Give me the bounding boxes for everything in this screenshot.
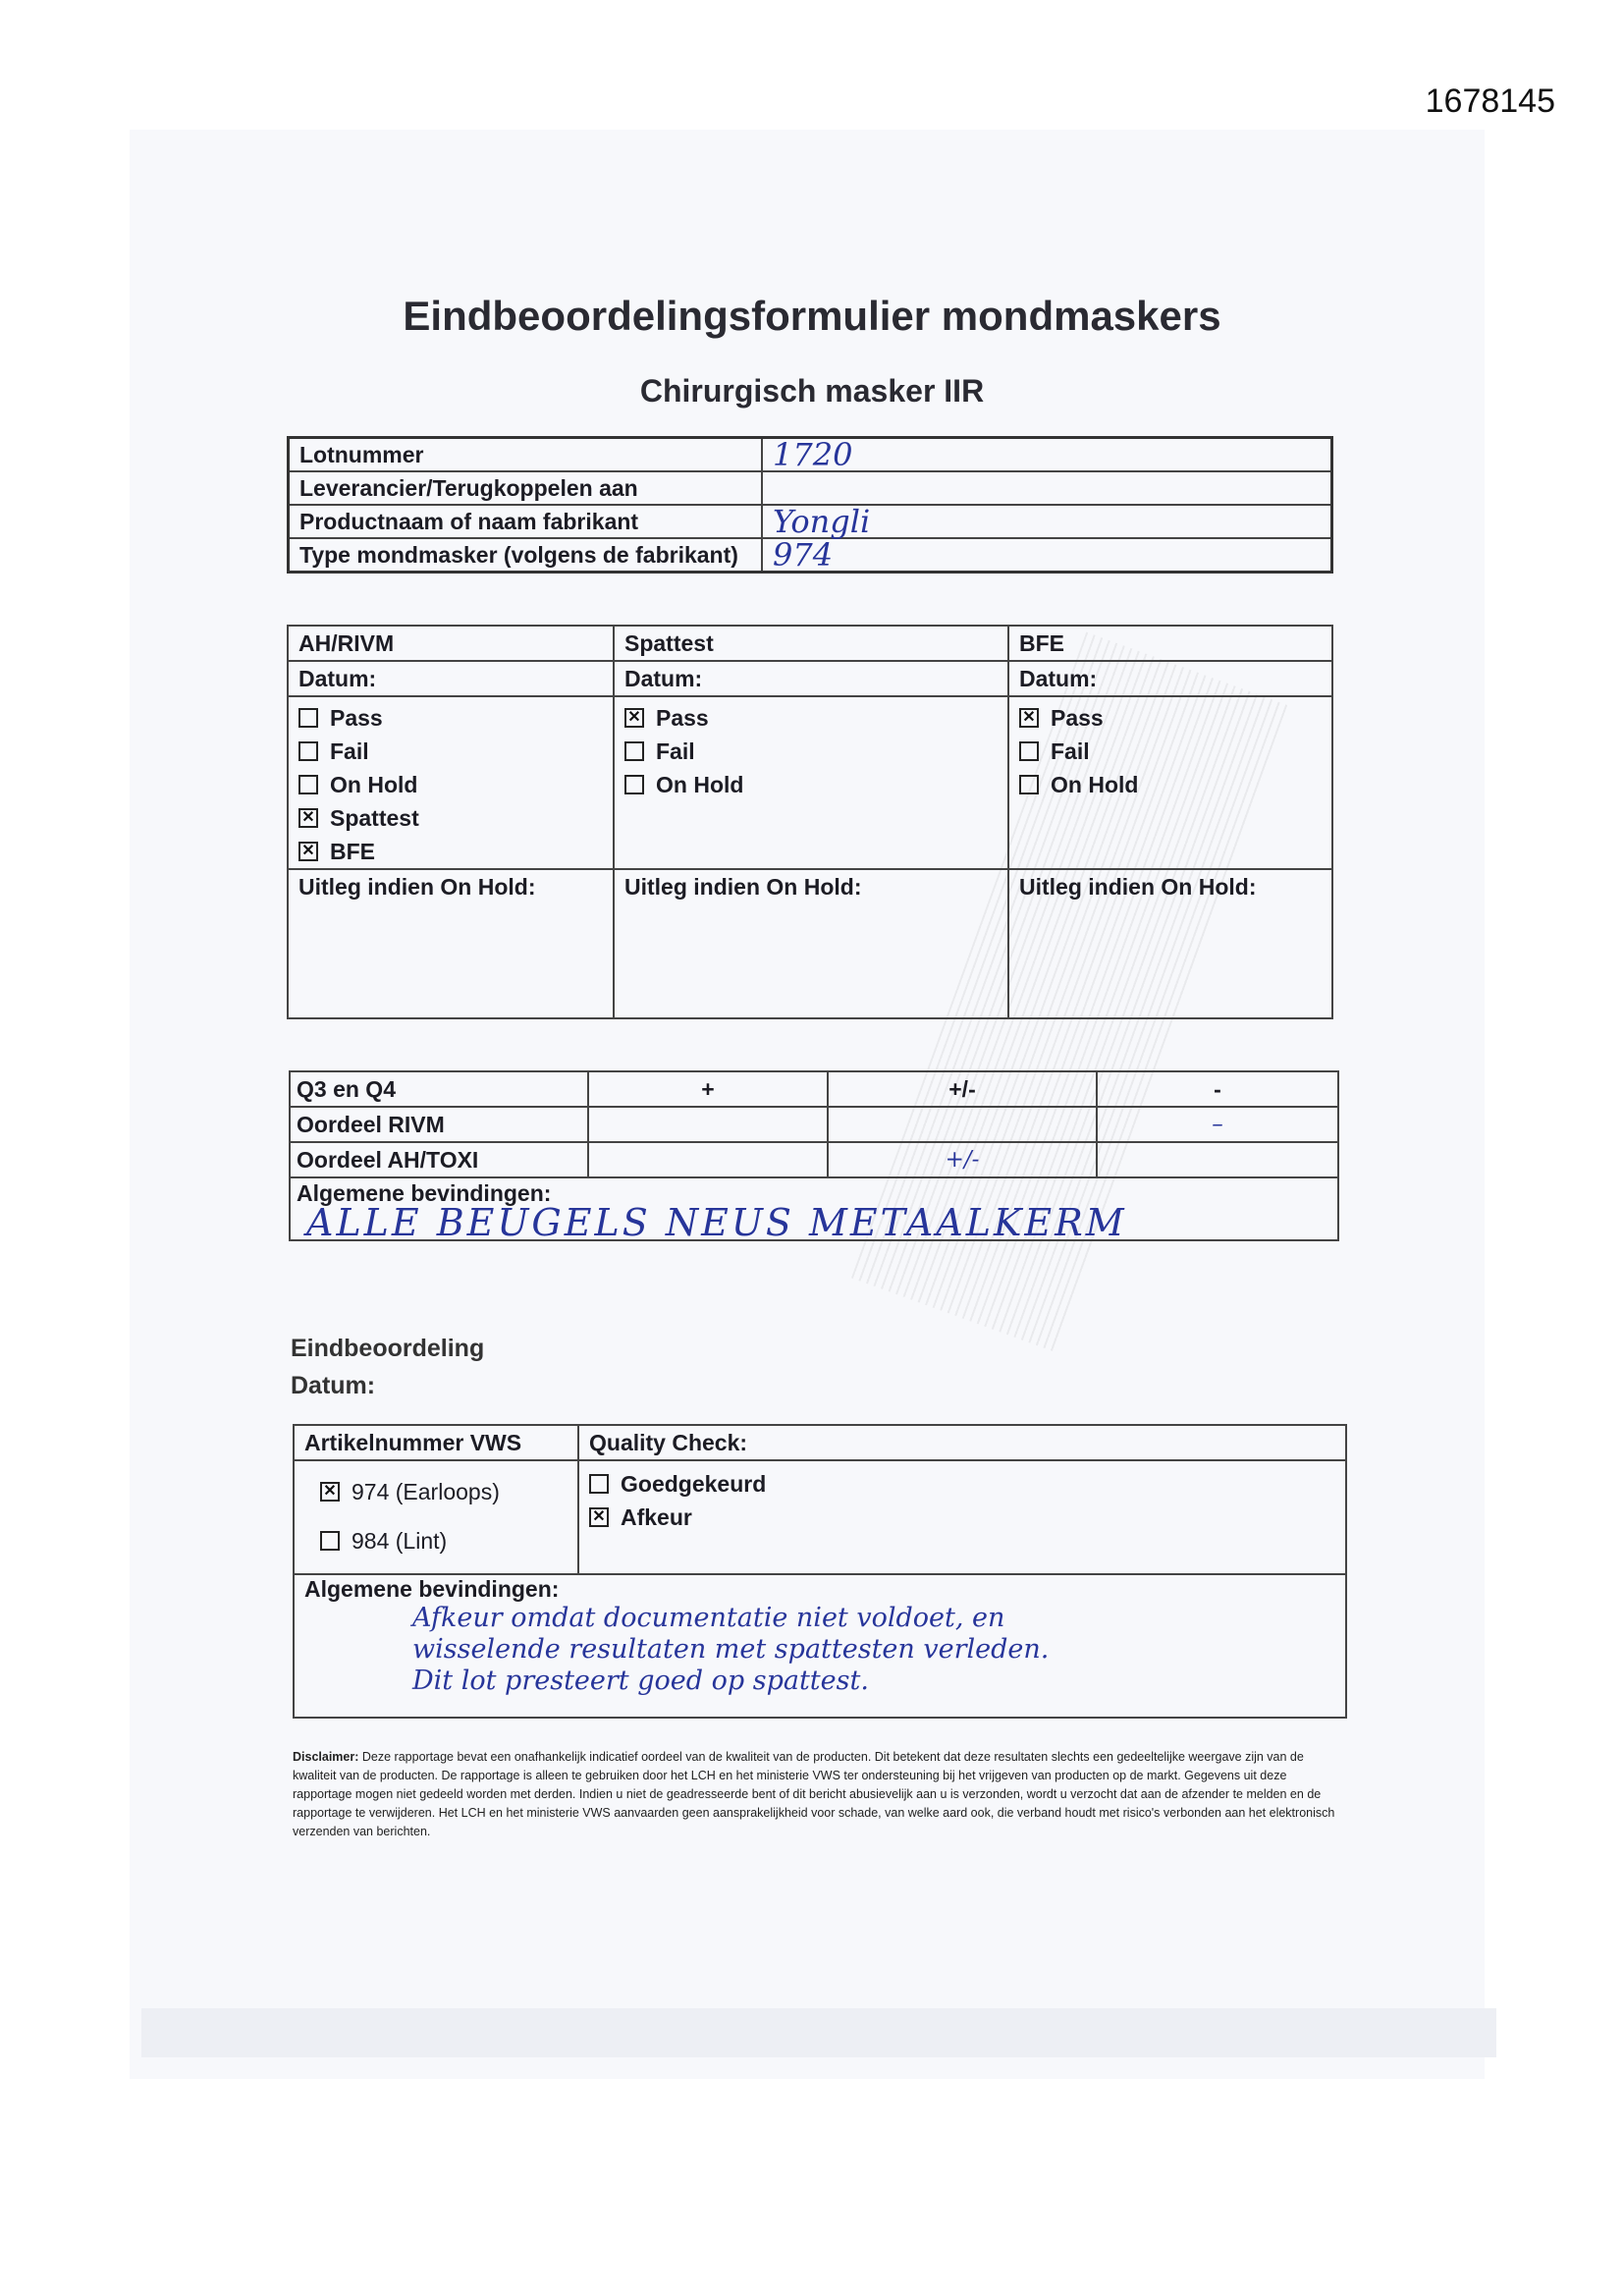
checkbox[interactable]	[624, 775, 644, 794]
option-pass[interactable]: ✕ Pass	[624, 701, 998, 735]
rivm-plus[interactable]	[588, 1107, 828, 1142]
option-spattest[interactable]: ✕ Spattest	[298, 801, 603, 835]
checkbox[interactable]	[589, 1507, 609, 1527]
date-label: Datum:	[1008, 661, 1332, 696]
options-ahrivm	[288, 696, 614, 869]
checkbox[interactable]	[298, 775, 318, 794]
q-header-plusminus: +/-	[828, 1071, 1097, 1107]
row-label-ahtoxi: Oordeel AH/TOXI	[290, 1142, 588, 1177]
quality-options	[578, 1460, 1346, 1574]
final-heading: Eindbeoordeling	[291, 1335, 485, 1362]
column-header-ahrivm: AH/RIVM	[288, 626, 614, 661]
findings-label: Algemene bevindingen:	[304, 1576, 560, 1602]
document-id: 1678145	[1425, 82, 1555, 120]
article-quality-table	[293, 1424, 1347, 1719]
findings-line: wisselende resultaten met spattesten verleden.	[412, 1634, 1050, 1665]
ahtoxi-plusminus[interactable]: +/-	[828, 1142, 1097, 1177]
rivm-minus[interactable]: –	[1097, 1107, 1338, 1142]
on-hold-note-bfe[interactable]: Uitleg indien On Hold:	[1008, 869, 1332, 1018]
checkbox[interactable]	[298, 708, 318, 728]
scan-edge	[141, 2008, 1496, 2057]
column-header-bfe: BFE	[1008, 626, 1332, 661]
info-row-leverancier	[289, 471, 1332, 505]
checkbox[interactable]	[624, 741, 644, 761]
page-title: Eindbeoordelingsformulier mondmaskers	[403, 293, 1221, 339]
ahtoxi-minus[interactable]	[1097, 1142, 1338, 1177]
info-value-productnaam[interactable]: Yongli	[762, 505, 1332, 538]
article-header: Artikelnummer VWS	[294, 1425, 578, 1460]
rivm-plusminus[interactable]	[828, 1107, 1097, 1142]
row-label-rivm: Oordeel RIVM	[290, 1107, 588, 1142]
option-bfe[interactable]: ✕ BFE	[298, 835, 603, 868]
checkbox[interactable]	[298, 842, 318, 861]
quality-header: Quality Check:	[578, 1425, 1346, 1460]
findings-label: Algemene bevindingen:	[297, 1180, 552, 1206]
general-findings-q[interactable]	[290, 1177, 1338, 1244]
checkbox[interactable]	[298, 808, 318, 828]
info-label: Productnaam of naam fabrikant	[289, 505, 763, 538]
info-value-leverancier[interactable]	[762, 471, 1332, 505]
option-on-hold[interactable]: On Hold	[624, 768, 998, 801]
info-label: Type mondmasker (volgens de fabrikant)	[289, 538, 763, 573]
on-hold-note-ahrivm[interactable]: Uitleg indien On Hold:	[288, 869, 614, 1018]
checkbox[interactable]	[1019, 708, 1039, 728]
checkbox[interactable]	[1019, 741, 1039, 761]
column-header-spattest: Spattest	[614, 626, 1008, 661]
findings-handwritten: ALLE BEUGELS NEUS METAALKERM	[306, 1201, 1127, 1244]
checkbox[interactable]	[1019, 775, 1039, 794]
checkbox[interactable]	[320, 1482, 340, 1502]
article-options	[294, 1460, 578, 1574]
option-fail[interactable]: Fail	[298, 735, 603, 768]
info-table	[287, 436, 1333, 574]
info-label: Lotnummer	[289, 438, 763, 472]
final-assessment	[291, 1330, 484, 1404]
disclaimer	[293, 1748, 1347, 1841]
final-date-label: Datum:	[291, 1372, 376, 1399]
date-label: Datum:	[288, 661, 614, 696]
option-afkeur[interactable]: ✕ Afkeur	[589, 1501, 1335, 1534]
option-on-hold[interactable]: On Hold	[1019, 768, 1322, 801]
disclaimer-label: Disclaimer:	[293, 1750, 359, 1764]
option-article-974[interactable]: ✕ 974 (Earloops)	[304, 1467, 568, 1516]
option-fail[interactable]: Fail	[624, 735, 998, 768]
info-value-type[interactable]: 974	[762, 538, 1332, 573]
checkbox[interactable]	[624, 708, 644, 728]
options-bfe	[1008, 696, 1332, 869]
checkbox[interactable]	[320, 1531, 340, 1551]
info-label: Leverancier/Terugkoppelen aan	[289, 471, 763, 505]
ahtoxi-plus[interactable]	[588, 1142, 828, 1177]
page-subtitle: Chirurgisch masker IIR	[639, 373, 985, 409]
info-value-lotnummer[interactable]: 1720	[762, 438, 1332, 472]
info-row-productnaam	[289, 505, 1332, 538]
info-row-lotnummer	[289, 438, 1332, 472]
q-header-minus: -	[1097, 1071, 1338, 1107]
date-label: Datum:	[614, 661, 1008, 696]
options-spattest	[614, 696, 1008, 869]
q-header-plus: +	[588, 1071, 828, 1107]
option-on-hold[interactable]: On Hold	[298, 768, 603, 801]
checkbox[interactable]	[298, 741, 318, 761]
option-pass[interactable]: ✕ Pass	[1019, 701, 1322, 735]
option-pass[interactable]: Pass	[298, 701, 603, 735]
on-hold-note-spattest[interactable]: Uitleg indien On Hold:	[614, 869, 1008, 1018]
option-article-984[interactable]: 984 (Lint)	[304, 1516, 568, 1565]
findings-line: Dit lot presteert goed op spattest.	[412, 1666, 869, 1696]
test-results-table	[287, 625, 1333, 1019]
checkbox[interactable]	[589, 1474, 609, 1494]
info-row-type	[289, 538, 1332, 573]
option-fail[interactable]: Fail	[1019, 735, 1322, 768]
general-findings-final[interactable]	[294, 1574, 1346, 1718]
disclaimer-text: Deze rapportage bevat een onafhankelijk indicatief oordeel van de kwaliteit van de producten. Dit betekent dat deze resultaten slechts een gedeeltelijke weergave zijn van de kwaliteit van de producten. De rapportage is alleen te gebruiken door het LCH en het ministerie VWS ter ondersteuning bij het vrijgeven van producten op de markt. Gegevens uit deze rapportage mogen niet gedeeld worden met derden. Indien u niet de geadresseerde bent of dit bericht abusievelijk aan u is verzonden, wordt u verzocht dat aan de afzender te melden en de rapportage te verwijderen. Het LCH en het ministerie VWS aanvaarden geen aansprakelijkheid voor schade, van welke aard ook, die verband houdt met risico's verbonden aan het elektronisch verzenden van berichten.	[293, 1750, 1335, 1838]
q-header-label: Q3 en Q4	[290, 1071, 588, 1107]
findings-line: Afkeur omdat documentatie niet voldoet, en	[412, 1603, 1005, 1633]
q3-q4-table	[289, 1070, 1339, 1244]
option-goedgekeurd[interactable]: Goedgekeurd	[589, 1467, 1335, 1501]
